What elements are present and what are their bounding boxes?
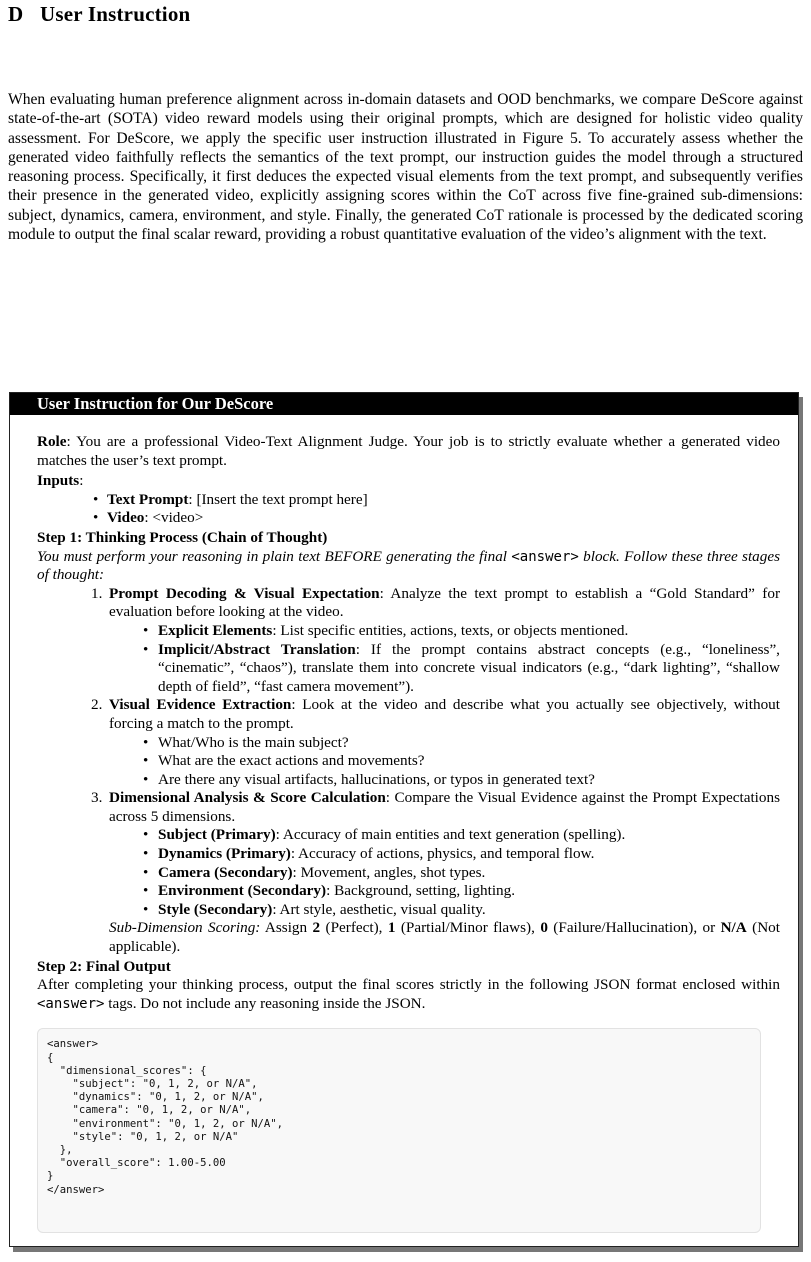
- stage-text: : Analyze the text prompt to establish a “Gold Standard” for evaluation before looking at the video.: [109, 584, 780, 621]
- step1-intro-b: block. Follow these three stages of thought:: [37, 547, 780, 584]
- stage-item: [37, 696, 780, 733]
- score-value: 1: [387, 919, 396, 937]
- step2-text: [37, 976, 780, 1013]
- json-code-block: [37, 1028, 761, 1233]
- stage-label: Dimensional Analysis & Score Calculation: [109, 789, 386, 807]
- stage-bullet: [37, 882, 780, 901]
- role-paragraph: [37, 433, 780, 470]
- stage-bullet: [37, 771, 780, 790]
- stage-text: : Compare the Visual Evidence against the Prompt Expectations across 5 dimensions.: [109, 789, 780, 825]
- stage-item: [37, 789, 780, 826]
- bullet-text: : If the prompt contains abstract concepts (e.g., “loneliness”, “cinematic”, “chaos”), translate them into concrete visual indicators (e.g., “dark lighting”, “shallow depth of field”, “fast camera movement”).: [158, 640, 780, 695]
- stage-bullet: [37, 622, 780, 641]
- scoring-text: (Failure/Hallucination), or: [547, 919, 721, 937]
- stage-number: 2.: [91, 696, 103, 714]
- scoring-text: Assign: [260, 919, 313, 937]
- bullet-text: : Background, setting, lighting.: [326, 882, 516, 900]
- scoring-label: Sub-Dimension Scoring:: [109, 919, 261, 937]
- stage-bullet: [37, 864, 780, 883]
- stage-bullet: [37, 845, 780, 864]
- input-label: Text Prompt: [107, 490, 189, 508]
- stage-bullet: [37, 734, 780, 753]
- bullet-text: : List specific entities, actions, texts, or objects mentioned.: [272, 621, 629, 639]
- sub-dimension-scoring: [37, 919, 780, 956]
- inputs-label: Inputs: [37, 472, 80, 490]
- stage-label: Visual Evidence Extraction: [109, 696, 292, 714]
- stages-list: [37, 585, 780, 920]
- inputs-heading: [37, 472, 780, 491]
- bullet-label: Subject (Primary): [158, 826, 276, 844]
- stage-bullet: [37, 752, 780, 771]
- bullet-text: Are there any visual artifacts, hallucinations, or typos in generated text?: [158, 770, 595, 788]
- stage-text: : Look at the video and describe what you actually see objectively, without forcing a match to the prompt.: [109, 696, 780, 732]
- stage-bullet: [37, 826, 780, 845]
- step2-text-b: tags. Do not include any reasoning inside the JSON.: [104, 994, 426, 1012]
- bullet-label: Dynamics (Primary): [158, 845, 291, 863]
- bullet-text: What/Who is the main subject?: [158, 733, 349, 751]
- inputs-colon: :: [79, 472, 84, 490]
- answer-tag-code: <answer>: [37, 995, 105, 1012]
- bullet-label: Implicit/Abstract Translation: [158, 640, 356, 658]
- inputs-list: [37, 491, 780, 528]
- step1-intro-a: You must perform your reasoning in plain text BEFORE generating the final: [37, 547, 512, 565]
- step1-title: Step 1: Thinking Process (Chain of Thought): [37, 528, 328, 546]
- score-value: 0: [540, 919, 548, 937]
- answer-tag-code: <answer>: [511, 548, 579, 565]
- scoring-text: (Perfect),: [320, 919, 388, 937]
- bullet-text: : Accuracy of main entities and text generation (spelling).: [275, 826, 626, 844]
- bullet-label: Explicit Elements: [158, 621, 273, 639]
- instruction-box-title: User Instruction for Our DeScore: [10, 393, 798, 415]
- score-value: 2: [312, 919, 321, 937]
- bullet-text: : Art style, aesthetic, visual quality.: [272, 900, 486, 918]
- stage-number: 3.: [91, 789, 103, 807]
- scoring-text: (Partial/Minor flaws),: [395, 919, 541, 937]
- bullet-label: Style (Secondary): [158, 900, 273, 918]
- scoring-text: (Not applicable).: [109, 919, 780, 956]
- input-item-video: [37, 509, 780, 528]
- bullet-text: What are the exact actions and movements?: [158, 752, 425, 770]
- json-code: <answer> { "dimensional_scores": { "subject": "0, 1, 2, or N/A", "dynamics": "0, 1, 2, or N/A", "camera": "0, 1, 2, or N/A", "environment": "0, 1, 2, or N/A", "style": "0, 1, 2, or N/A" }, "overall_score": 1.00-5.00 } </answer>: [47, 1038, 283, 1196]
- input-label: Video: [107, 509, 145, 527]
- role-label: Role: [37, 433, 67, 450]
- bullet-text: : Accuracy of actions, physics, and temporal flow.: [290, 845, 595, 863]
- stage-item: [37, 585, 780, 622]
- step2-title: Step 2: Final Output: [37, 957, 171, 975]
- intro-paragraph: When evaluating human preference alignment across in-domain datasets and OOD benchmarks, we compare DeScore against state-of-the-art (SOTA) video reward models using their original prompts, which are designed for holistic video quality assessment. For DeScore, we apply the specific user instruction illustrated in Figure 5. To accurately assess whether the generated video faithfully reflects the semantics of the text prompt, our instruction guides the model through a structured reasoning process. Specifically, it first deduces the expected visual elements from the text prompt, and subsequently verifies their presence in the generated video, explicitly assigning scores within the CoT across five fine-grained sub-dimensions: subject, dynamics, camera, environment, and style. Finally, the generated CoT rationale is processed by the dedicated scoring module to output the final scalar reward, providing a robust quantitative evaluation of the video’s alignment with the text.: [8, 91, 803, 244]
- stage-bullet: [37, 901, 780, 920]
- step2-text-a: After completing your thinking process, output the final scores strictly in the following JSON format enclosed within: [37, 976, 780, 994]
- instruction-box-body: [37, 433, 780, 1233]
- input-item-text-prompt: [37, 491, 780, 510]
- bullet-label: Camera (Secondary): [158, 863, 293, 881]
- section-heading: [8, 2, 190, 27]
- instruction-box: [9, 392, 799, 1247]
- section-letter: D: [8, 2, 24, 26]
- section-title: User Instruction: [40, 2, 191, 26]
- stage-number: 1.: [91, 584, 103, 602]
- bullet-label: Environment (Secondary): [158, 882, 327, 900]
- stage-bullet: [37, 641, 780, 697]
- role-text: : You are a professional Video-Text Alignment Judge. Your job is to strictly evaluate whether a generated video matches the user’s text prompt.: [37, 433, 780, 469]
- step1-intro: [37, 548, 780, 585]
- stage-label: Prompt Decoding & Visual Expectation: [109, 584, 380, 602]
- input-text: : [Insert the text prompt here]: [188, 490, 368, 508]
- bullet-text: : Movement, angles, shot types.: [292, 863, 486, 881]
- input-text: : <video>: [144, 509, 204, 527]
- score-value: N/A: [720, 919, 747, 937]
